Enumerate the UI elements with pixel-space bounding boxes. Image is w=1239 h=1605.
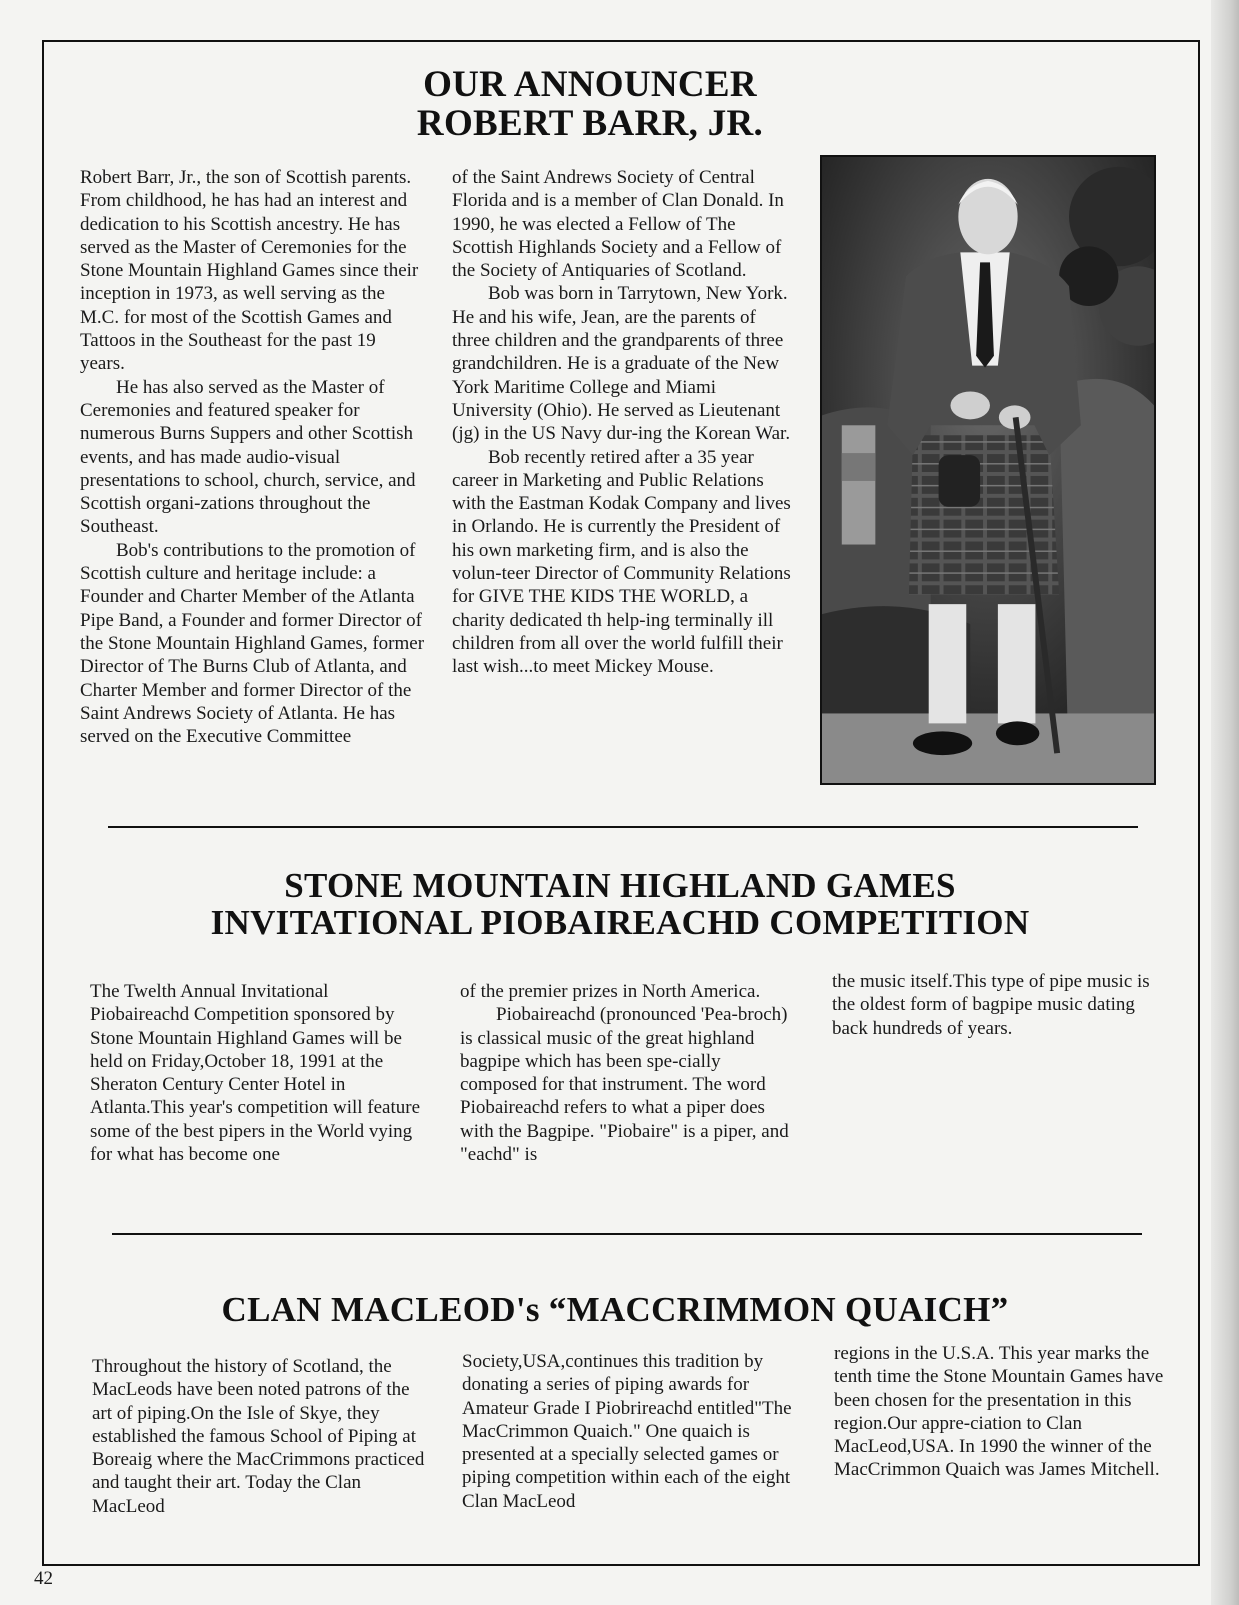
announcer-column-2 [452,166,792,679]
piobaireachd-column-3 [832,970,1172,1040]
paragraph: the music itself.This type of pipe music is the oldest form of bagpipe music dating back hundreds of years. [832,971,1150,1039]
announcer-photo-image [822,157,1154,783]
quaich-column-3 [834,1342,1179,1482]
section-divider-2 [112,1233,1142,1235]
announcer-column-1 [80,166,425,748]
announcer-title-line2: ROBERT BARR, JR. [416,102,764,144]
paragraph: Bob's contributions to the promotion of Scottish culture and heritage include: a Founder and Charter Member of the Atlanta Pipe Band, a Founder and former Director of the Stone Mountain Highland Games, former Director of The Burns Club of Atlanta, and Charter Member and former Director of the Saint Andrews Society of Atlanta. He has served on the Executive Committee [80,539,425,748]
paragraph: regions in the U.S.A. This year marks the tenth time the Stone Mountain Games have been chosen for the presentation in this region.Our appre-ciation to Clan MacLeod,USA. In 1990 the winner of the MacCrimmon Quaich was James Mitchell. [834,1343,1164,1481]
paragraph: Throughout the history of Scotland, the MacLeods have been noted patrons of the art of piping.On the Isle of Skye, they established the famous School of Piping at Boreaig where the MacCrimmons practiced and taught their art. Today the Clan MacLeod [92,1356,425,1517]
piobaireachd-title [120,868,1120,942]
paragraph: He has also served as the Master of Ceremonies and featured speaker for numerous Burns Suppers and other Scottish events, and has made audio-visual presentations to school, church, service, and Scottish organi-zations throughout the Southeast. [80,376,416,538]
piobaireachd-title-line2: INVITATIONAL PIOBAIREACHD COMPETITION [210,902,1030,942]
page-edge-shadow [1211,0,1239,1605]
quaich-title-text: CLAN MACLEOD's “MACCRIMMON QUAICH” [221,1290,1009,1329]
announcer-title [380,66,800,144]
section-divider-1 [108,826,1138,828]
quaich-title [150,1292,1080,1329]
paragraph: Piobaireachd (pronounced 'Pea-broch) is classical music of the great highland bagpipe which has been spe-cially composed for that instrument. The word Piobaireachd refers to what a piper does with the Bagpipe. "Piobaire" is a piper, and "eachd" is [460,1004,789,1166]
paragraph: Robert Barr, Jr., the son of Scottish parents. From childhood, he has had an interest and dedication to his Scottish ancestry. He has served as the Master of Ceremonies for the Stone Mountain Highland Games since their inception in 1973, as well serving as the M.C. for most of the Scottish Games and Tattoos in the Southeast for the past 19 years. [80,167,419,375]
paragraph: Bob recently retired after a 35 year career in Marketing and Public Relations with the Eastman Kodak Company and lives in Orlando. He is currently the President of his own marketing firm, and is also the volun-teer Director of Community Relations for GIVE THE KIDS THE WORLD, a charity dedicated th help-ing terminally ill children from all over the world fulfill their last wish...to meet Mickey Mouse. [452,446,791,678]
paragraph: Society,USA,continues this tradition by donating a series of piping awards for Amateur Grade I Piobrireachd entitled"The MacCrimmon Quaich." One quaich is presented at a specially selected games or piping competition within each of the eight Clan MacLeod [462,1351,792,1512]
paragraph: The Twelth Annual Invitational Piobaireachd Competition sponsored by Stone Mountain Highland Games will be held on Friday,October 18, 1991 at the Sheraton Century Center Hotel in Atlanta.This year's competition will feature some of the best pipers in the World vying for what has become one [90,981,421,1166]
paragraph: of the premier prizes in North America. [460,981,761,1002]
quaich-column-2 [462,1350,797,1513]
page-number: 42 [34,1568,53,1589]
paragraph: Bob was born in Tarrytown, New York. He and his wife, Jean, are the parents of three children and the grandparents of three grandchildren. He is a graduate of the New York Maritime College and Miami University (Ohio). He served as Lieutenant (jg) in the US Navy dur-ing the Korean War. [452,283,791,445]
piobaireachd-column-1 [90,980,425,1166]
piobaireachd-column-2 [460,980,795,1166]
announcer-title-line1: OUR ANNOUNCER [423,64,757,105]
piobaireachd-title-line1: STONE MOUNTAIN HIGHLAND GAMES [284,866,956,905]
quaich-column-1 [92,1355,434,1518]
announcer-photo [820,155,1156,785]
paragraph: of the Saint Andrews Society of Central Florida and is a member of Clan Donald. In 1990, he was elected a Fellow of The Scottish Highlands Society and a Fellow of the Society of Antiquaries of Scotland. [452,167,784,282]
